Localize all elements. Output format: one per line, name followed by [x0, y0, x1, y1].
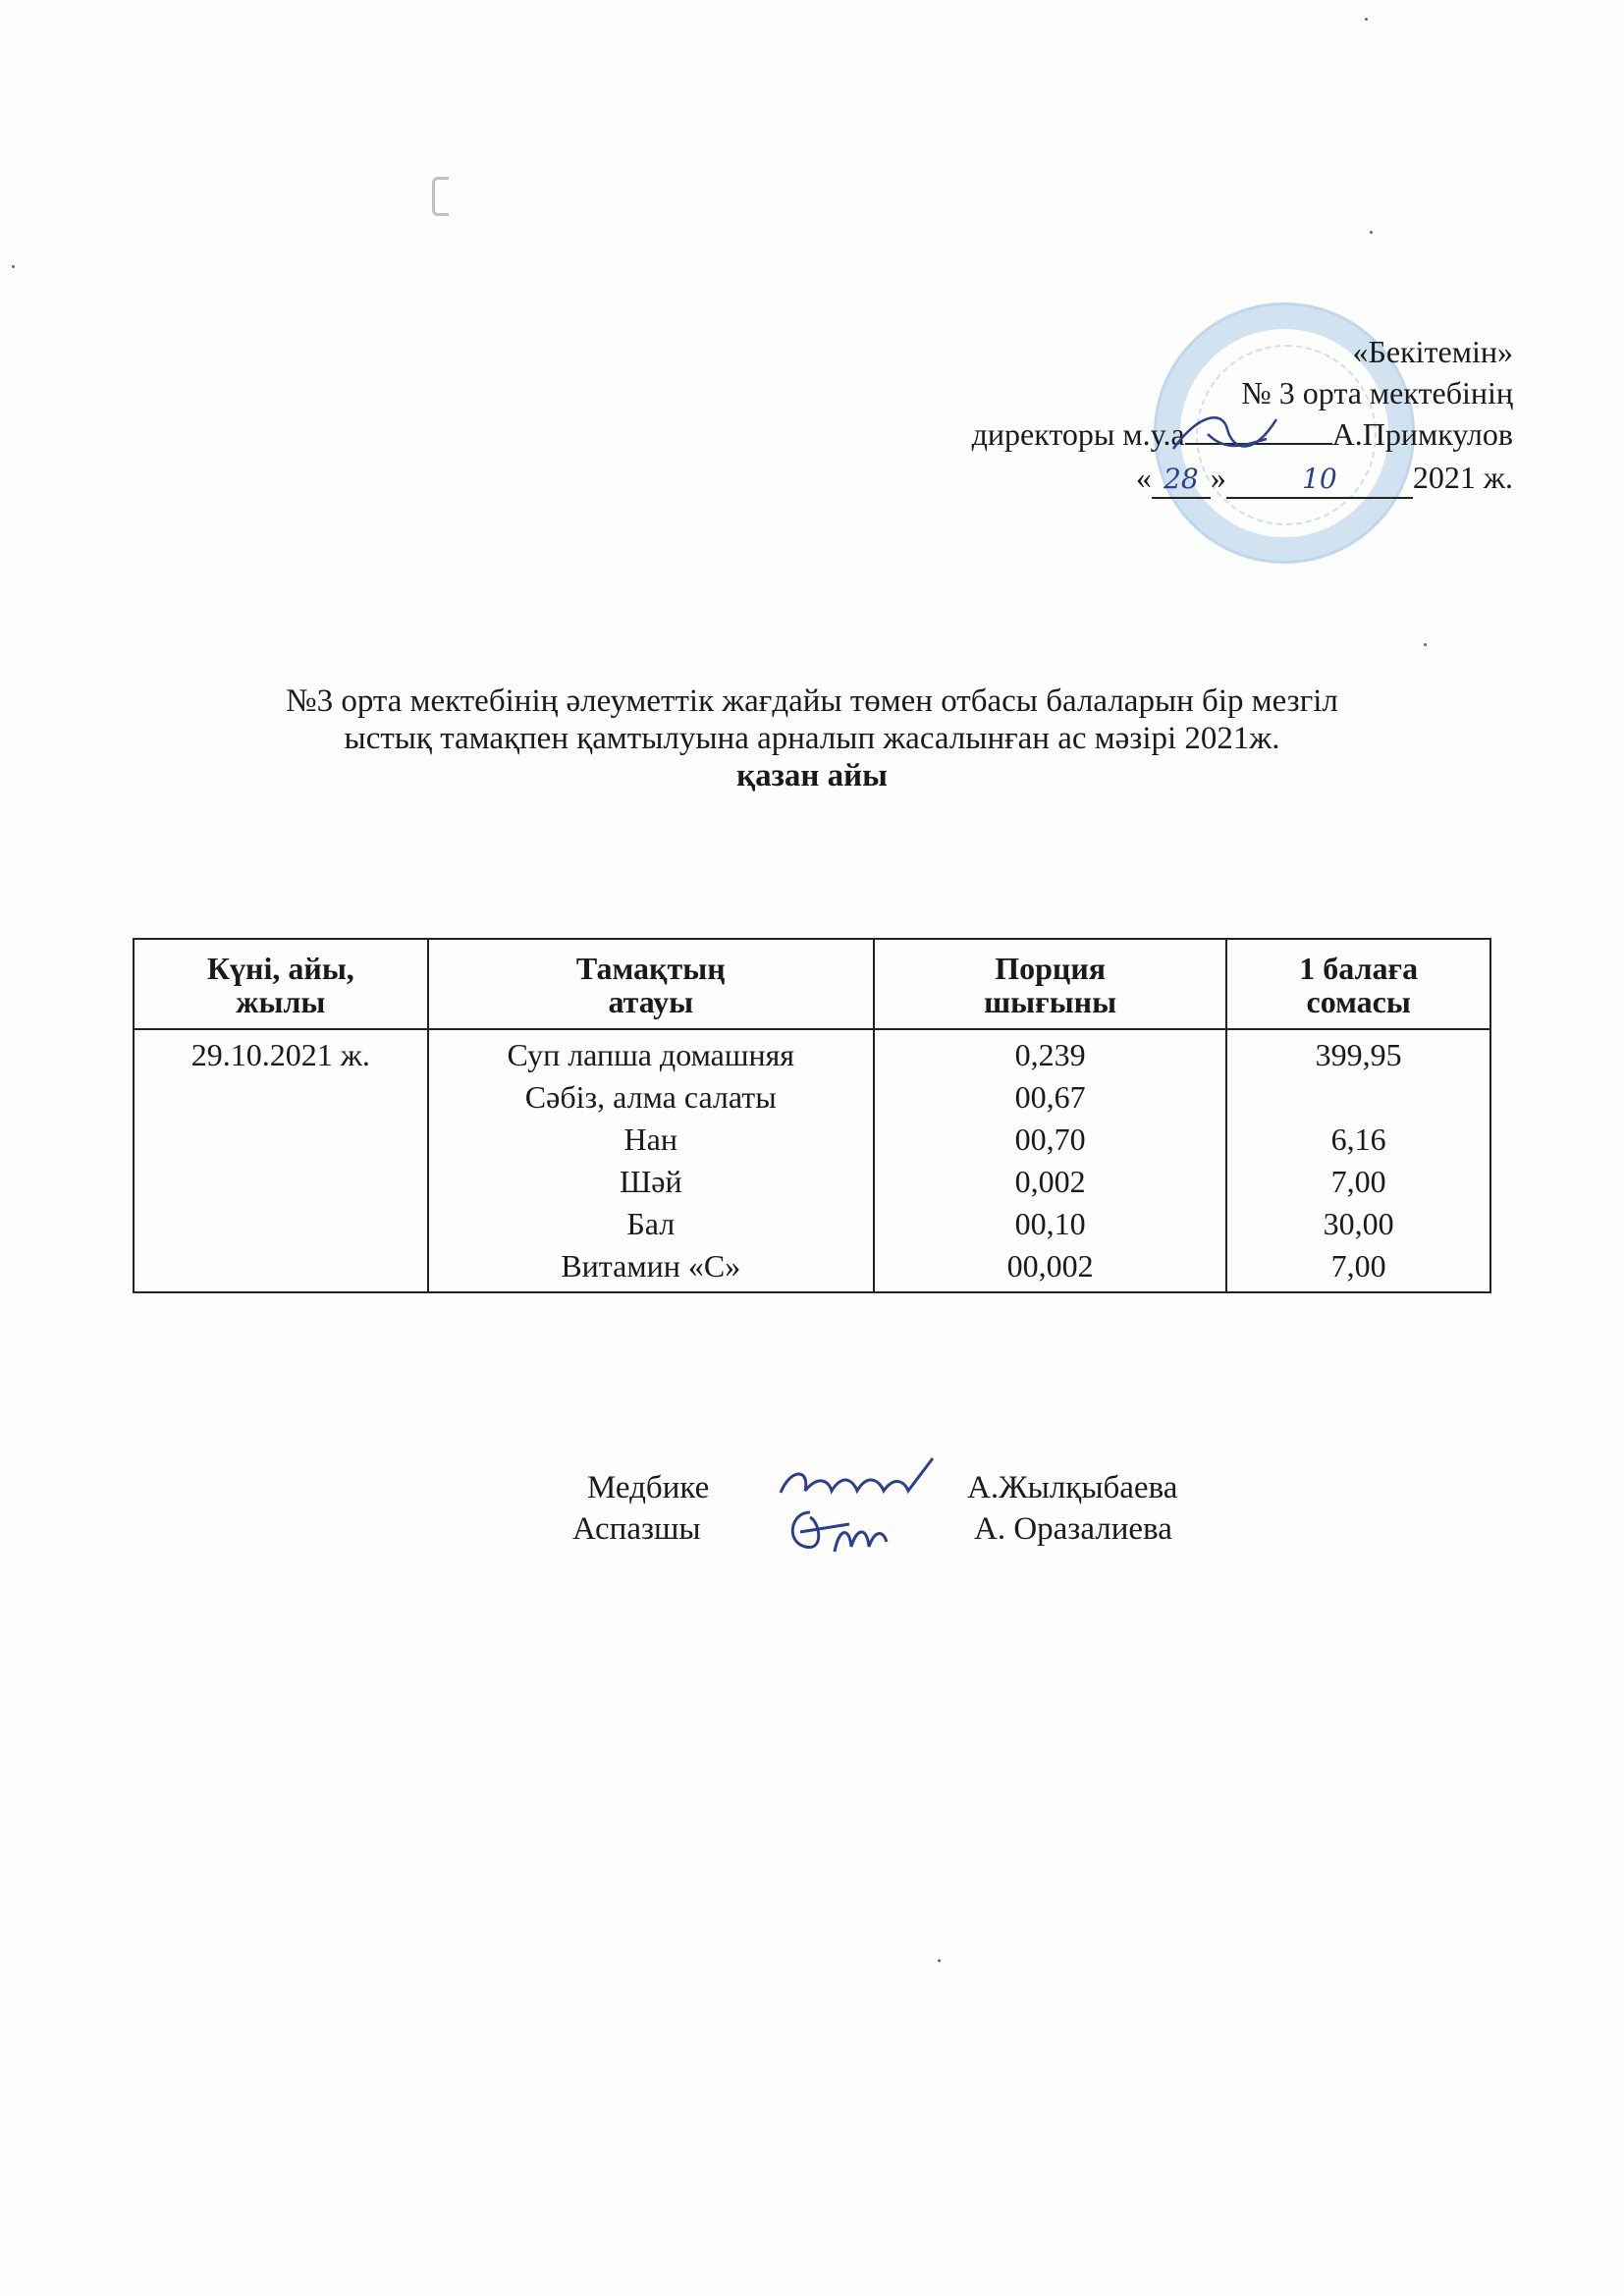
cell-sum: 7,00	[1226, 1161, 1490, 1203]
cell-food: Бал	[428, 1203, 874, 1245]
cell-portion: 00,67	[874, 1076, 1226, 1119]
approval-date: « 28 » 10 2021 ж.	[1136, 460, 1513, 499]
director-signature	[1168, 405, 1286, 464]
header-portion: Порция шығыны	[874, 939, 1226, 1029]
cook-signature	[781, 1503, 918, 1566]
cook-name: А. Оразалиева	[974, 1511, 1172, 1547]
cell-food: Витамин «С»	[428, 1245, 874, 1292]
cook-role: Аспазшы	[572, 1511, 701, 1547]
cell-portion: 0,002	[874, 1161, 1226, 1203]
cell-sum: 399,95	[1226, 1029, 1490, 1076]
scan-speck	[12, 265, 15, 268]
cell-portion: 0,239	[874, 1029, 1226, 1076]
cell-portion: 00,70	[874, 1119, 1226, 1161]
cell-portion: 00,002	[874, 1245, 1226, 1292]
cell-sum: 6,16	[1226, 1119, 1490, 1161]
approval-line-1: «Бекітемін»	[1352, 334, 1513, 369]
cell-sum: 30,00	[1226, 1203, 1490, 1245]
nurse-name: А.Жылқыбаева	[967, 1470, 1178, 1505]
scan-speck	[938, 1959, 941, 1962]
table-row	[134, 1029, 1490, 1076]
title-line-2: ыстық тамақпен қамтылуына арналып жасалынған ас мәзірі 2021ж.	[344, 721, 1280, 756]
cell-food: Сәбіз, алма салаты	[428, 1076, 874, 1119]
cell-food: Суп лапша домашняя	[428, 1029, 874, 1076]
director-name: А.Примкулов	[1331, 416, 1513, 452]
scan-speck	[1365, 18, 1368, 21]
header-food: Тамақтың атауы	[428, 939, 874, 1029]
cell-portion: 00,10	[874, 1203, 1226, 1245]
table-header-row	[134, 939, 1490, 1029]
title-line-1: №3 орта мектебінің әлеуметтік жағдайы төмен отбасы балаларын бір мезгіл	[286, 683, 1338, 719]
document-title	[147, 683, 1477, 794]
approval-month: 10	[1226, 461, 1413, 499]
cell-sum: 7,00	[1226, 1245, 1490, 1292]
cell-date: 29.10.2021 ж.	[134, 1029, 428, 1292]
title-month: қазан айы	[736, 758, 888, 793]
scan-mark	[432, 177, 449, 216]
header-sum: 1 балаға сомасы	[1226, 939, 1490, 1029]
approval-year: 2021 ж.	[1412, 460, 1513, 495]
approval-line-2: № 3 орта мектебінің	[1241, 375, 1513, 410]
cell-food: Нан	[428, 1119, 874, 1161]
nurse-role: Медбике	[587, 1470, 710, 1505]
approval-day: 28	[1152, 461, 1211, 499]
scan-speck	[1424, 643, 1427, 646]
scan-speck	[1370, 231, 1373, 234]
menu-table	[133, 938, 1491, 1293]
header-date: Күні, айы, жылы	[134, 939, 428, 1029]
cell-food: Шәй	[428, 1161, 874, 1203]
approval-position: директоры м.у.а	[971, 416, 1185, 452]
cell-sum	[1226, 1076, 1490, 1119]
